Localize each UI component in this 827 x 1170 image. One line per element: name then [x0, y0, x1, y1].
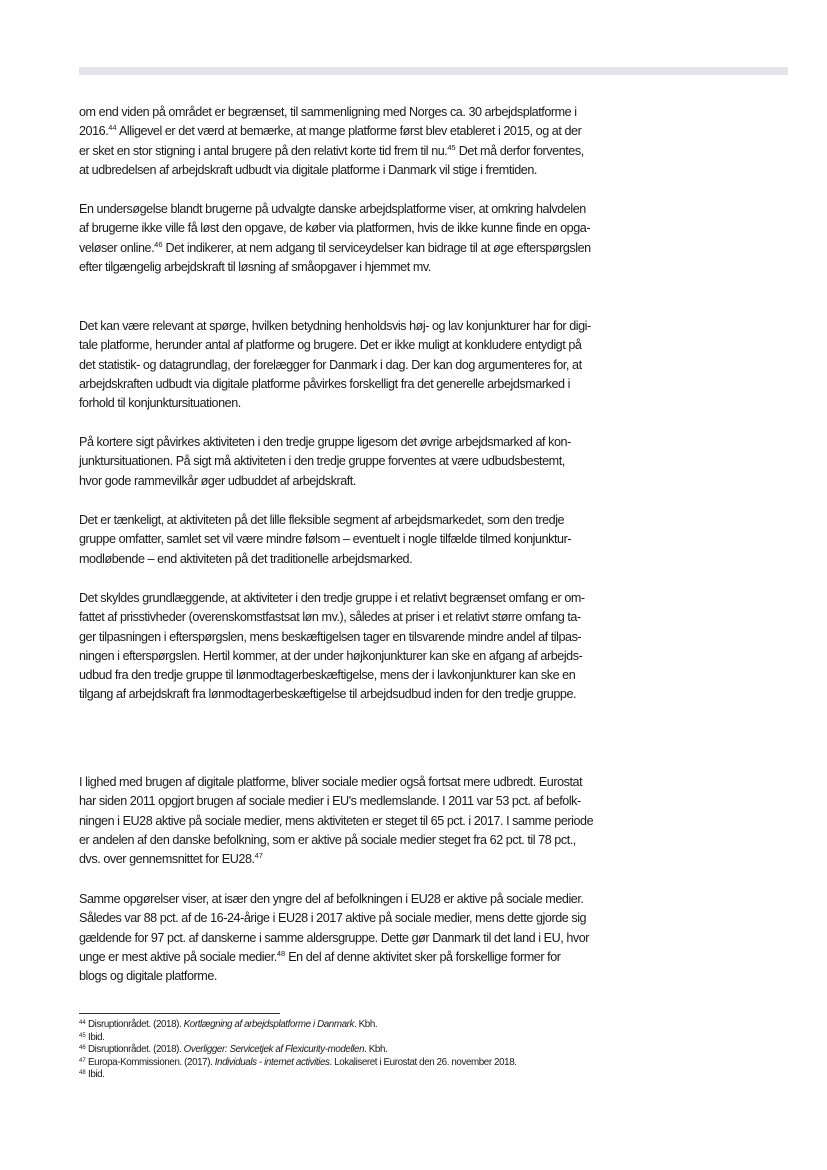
text-segment: En undersøgelse blandt brugerne på udvalgte danske arbejdsplatforme viser, at omkring halvdelen [79, 202, 586, 216]
text-segment: Samme opgørelser viser, at især den yngre del af befolkningen i EU28 er aktive på sociale medier. [79, 892, 584, 906]
text-line [79, 831, 624, 850]
text-line [79, 142, 624, 161]
text-segment: I lighed med brugen af digitale platforme, bliver sociale medier også fortsat mere udbredt. Eurostat [79, 775, 583, 789]
text-segment: ger tilpasningen i efterspørgslen, mens beskæftigelsen tager en tilsvarende mindre andel af tilpas- [79, 629, 582, 644]
paragraph-short-term [79, 433, 624, 491]
text-segment: efter tilgængelig arbejdskraft til løsning af småopgaver i hjemmet mv. [79, 259, 431, 274]
text-segment: forhold til konjunktursituationen. [79, 396, 241, 411]
footnote-ref: 47 [254, 851, 263, 861]
text-segment: unge er mest aktive på sociale medier. [79, 949, 277, 964]
text-line [79, 666, 624, 685]
text-line [79, 550, 624, 569]
text-line [79, 219, 624, 238]
footnotes [79, 1019, 639, 1082]
text-segment: gruppe omfatter, samlet set vil være mindre følsom – eventuelt i nogle tilfælde tilmed konjunktur- [79, 532, 572, 547]
text-line [79, 433, 624, 452]
text-segment: har siden 2011 opgjort brugen af sociale medier i EU's medlemslande. I 2011 var 53 pct. af befolk- [79, 794, 581, 809]
text-segment: Ibid. [85, 1031, 105, 1043]
text-line [79, 530, 624, 549]
text-segment: Det må derfor forventes, [455, 143, 584, 158]
text-line [79, 452, 624, 471]
text-segment: gældende for 97 pct. af danskerne i samme aldersgruppe. Dette gør Danmark til det land i EU, hvor [79, 930, 590, 945]
text-segment: 2016. [79, 124, 109, 139]
text-segment: er sket en stor stigning i antal brugere på den relativt korte tid frem til nu. [79, 143, 448, 158]
footnote-item [79, 1032, 639, 1045]
text-line [79, 394, 624, 413]
text-segment: ningen i EU28 aktive på sociale medier, mens aktiviteten er steget til 65 pct. i 2017. I samme periode [79, 813, 594, 828]
text-line [79, 792, 624, 811]
footnote-ref: 48 [79, 1070, 86, 1077]
text-segment: er andelen af den danske befolkning, som er aktive på sociale medier steget fra 62 pct. til 78 pct., [79, 832, 576, 847]
text-line [79, 967, 624, 986]
footnote-divider [79, 1013, 280, 1014]
footnote-ref: 46 [79, 1045, 86, 1052]
text-line [79, 812, 624, 831]
text-line [79, 909, 624, 928]
text-line [79, 589, 624, 608]
footnote-item [79, 1019, 639, 1032]
text-line [79, 850, 624, 869]
text-segment: det statistik- og datagrundlag, der forelægger for Danmark i dag. Der kan dog argumenteres for, at [79, 357, 582, 372]
footnote-item [79, 1069, 639, 1082]
text-line [79, 239, 624, 258]
text-segment: udbud fra den tredje gruppe til lønmodtagerbeskæftigelse, mens der i lavkonjunkturer kan ske en [79, 668, 576, 683]
text-segment: Europa-Kommissionen. (2017). [85, 1056, 215, 1068]
text-segment: af brugerne ikke ville få løst den opgave, de køber via platformen, hvis de ikke kunne finde en opga- [79, 221, 591, 236]
text-segment: hvor gode rammevilkår øger udbuddet af arbejdskraft. [79, 473, 356, 488]
footnote-ref: 45 [447, 142, 456, 152]
paragraph-social-media [79, 773, 624, 869]
footnote-ref: 44 [108, 123, 117, 133]
text-segment: om end viden på området er begrænset, til sammenligning med Norges ca. 30 arbejdsplatforme i [79, 105, 577, 119]
publication-title: Overligger: Servicetjek af Flexicurity-modellen [183, 1044, 365, 1056]
footnote-ref: 44 [79, 1020, 86, 1026]
footnote-ref: 47 [79, 1057, 86, 1064]
text-line [79, 647, 624, 666]
text-segment: Alligevel er det værd at bemærke, at mange platforme først blev etableret i 2015, og at der [116, 124, 582, 139]
text-segment: Det er tænkeligt, at aktiviteten på det lille fleksible segment af arbejdsmarkedet, som den tredje [79, 513, 565, 527]
text-line [79, 317, 624, 336]
text-segment: modløbende – end aktiviteten på det traditionelle arbejdsmarked. [79, 551, 413, 566]
text-line [79, 511, 624, 530]
text-segment: ningen i efterspørgslen. Hertil kommer, at der under højkonjunkturer kan ske en afgang af arbejds- [79, 648, 583, 663]
text-line [79, 200, 624, 219]
text-segment: Det indikerer, at nem adgang til serviceydelser kan bidrage til at øge efterspørgslen [162, 240, 591, 255]
text-segment: junktursituationen. På sigt må aktiviteten i den tredje gruppe forventes at være udbudsbestemt, [79, 454, 565, 469]
paragraph-flexible-segment [79, 511, 624, 569]
paragraph-business-cycle [79, 317, 624, 413]
text-line [79, 258, 624, 277]
text-line [79, 929, 624, 948]
text-line [79, 890, 624, 909]
text-segment: Disruptionrådet. (2018). [85, 1019, 184, 1030]
text-line [79, 122, 624, 141]
text-line [79, 472, 624, 491]
text-segment: . Kbh. [364, 1044, 388, 1056]
text-segment: . Kbh. [354, 1019, 378, 1030]
text-line [79, 375, 624, 394]
paragraph-young-users [79, 890, 624, 986]
text-line [79, 685, 624, 704]
text-line [79, 356, 624, 375]
text-segment: dvs. over gennemsnittet for EU28. [79, 852, 255, 867]
footnote-ref: 46 [154, 239, 163, 249]
text-segment: fattet af prisstivheder (overenskomstfastsat løn mv.), således at priser i et relativt større omfang ta- [79, 610, 581, 625]
text-segment: . Lokaliseret i Eurostat den 26. november 2018. [329, 1056, 517, 1068]
text-segment: at udbredelsen af arbejdskraft udbudt via digitale platforme i Danmark vil stige i fremtiden. [79, 162, 537, 177]
text-segment: Disruptionrådet. (2018). [85, 1044, 184, 1056]
text-segment: Det kan være relevant at spørge, hvilken betydning henholdsvis høj- og lav konjunkturer har for digi- [79, 319, 591, 333]
footnote-ref: 45 [79, 1032, 86, 1039]
text-segment: arbejdskraften udbudt via digitale platforme påvirkes forskelligt fra det generelle arbejdsmarked i [79, 376, 570, 391]
text-segment: Ibid. [85, 1069, 105, 1081]
publication-title: Kortlægning af arbejdsplatforme i Danmark [183, 1019, 355, 1030]
text-segment: veløser online. [79, 240, 155, 255]
text-line [79, 103, 624, 122]
text-line [79, 948, 624, 967]
text-line [79, 161, 624, 180]
text-segment: På kortere sigt påvirkes aktiviteten i den tredje gruppe ligesom det øvrige arbejdsmarked af kon- [79, 435, 571, 449]
text-segment: blogs og digitale platforme. [79, 969, 217, 984]
paragraph-platform-growth [79, 103, 624, 180]
text-line [79, 773, 624, 792]
text-line [79, 608, 624, 627]
paragraph-user-survey [79, 200, 624, 277]
text-segment: tale platforme, herunder antal af platforme og brugere. Det er ikke muligt at konkludere entydigt på [79, 338, 582, 353]
footnote-item [79, 1057, 639, 1070]
text-segment: Således var 88 pct. af de 16-24-årige i EU28 i 2017 aktive på sociale medier, mens dette gjorde sig [79, 911, 587, 926]
text-line [79, 628, 624, 647]
text-segment: Det skyldes grundlæggende, at aktiviteter i den tredje gruppe i et relativt begrænset omfang er om- [79, 591, 585, 605]
text-line [79, 336, 624, 355]
footnote-ref: 48 [276, 948, 286, 958]
publication-title: Individuals - internet activities [214, 1056, 330, 1068]
header-divider [79, 67, 788, 75]
text-segment: En del af denne aktivitet sker på forskellige former for [285, 949, 561, 964]
paragraph-price-rigidity [79, 589, 624, 705]
footnote-item [79, 1044, 639, 1057]
text-segment: tilgang af arbejdskraft fra lønmodtagerbeskæftigelse til arbejdsudbud inden for den tredje gruppe. [79, 687, 577, 702]
